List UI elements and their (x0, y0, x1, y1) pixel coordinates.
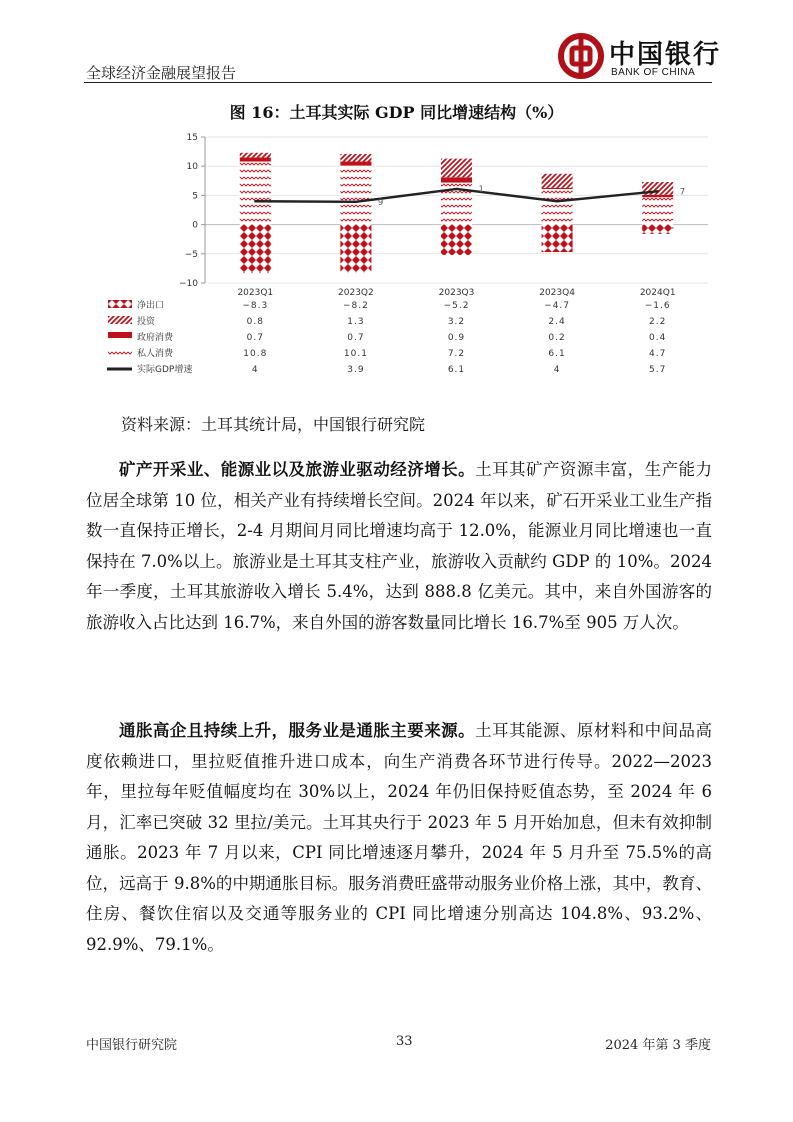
paragraph-2-lead: 通胀高企且持续上升，服务业是通胀主要来源。 (119, 721, 476, 740)
x-tick-label: 2023Q4 (539, 288, 575, 298)
bar-segment-净出口 (340, 225, 371, 273)
legend-swatch-净出口 (108, 300, 132, 308)
x-tick-label: 2023Q1 (237, 288, 274, 298)
table-cell: 4 (251, 365, 259, 375)
paragraph-2 (86, 716, 712, 960)
table-cell: 0.8 (246, 317, 264, 327)
bar-segment-政府消费 (240, 157, 271, 161)
legend-label: 投资 (137, 317, 156, 327)
y-tick-label: 15 (186, 133, 198, 143)
x-tick-label: 2023Q2 (338, 288, 374, 298)
gdp-structure-chart (0, 0, 793, 400)
x-tick-label: 2023Q3 (438, 288, 475, 298)
table-cell: 2.4 (548, 317, 566, 327)
table-cell: 4.7 (649, 349, 667, 359)
legend-swatch-投资 (108, 316, 132, 324)
bar-segment-私人消费 (542, 189, 573, 225)
y-tick-label: −5 (184, 249, 198, 260)
source-note: 资料来源：土耳其统计局，中国银行研究院 (121, 415, 426, 434)
footer-period: 2024 年第 3 季度 (605, 1038, 711, 1053)
paragraph-2-body: 土耳其能源、原材料和中间品高度依赖进口，里拉贬值推升进口成本，向生产消费各环节进行传导。2022—2023 年，里拉每年贬值幅度均在 30%以上，2024 年仍旧保持贬值态势，至 2024 年 6 月，汇率已突破 32 里拉/美元。土耳其央行于 2023 年 5 月开始加息，但未有效抑制通胀。2023 年 7 月以来，CPI 同比增速逐月攀升，2024 年 5 月升至 75.5%的高位，远高于 9.8%的中期通胀目标。服务消费旺盛带动服务业价格上涨，其中，教育、住房、餐饮住宿以及交通等服务业的 CPI 同比增速分别高达 104.8%、93.2%、92.9%、79.1%。 (86, 721, 713, 954)
logo-english-name: BANK OF CHINA (611, 67, 696, 78)
bar-segment-政府消费 (340, 162, 371, 166)
figure-title: 图 16：土耳其实际 GDP 同比增速结构（%） (229, 103, 564, 122)
table-cell: 2.2 (649, 317, 667, 327)
table-cell: 10.8 (243, 349, 268, 359)
legend-label: 净出口 (137, 301, 165, 311)
table-cell: 7.2 (447, 349, 466, 359)
chart-x-axis (237, 288, 675, 298)
table-cell: 10.1 (343, 349, 368, 359)
table-cell: 0.9 (447, 333, 466, 343)
legend-label: 政府消费 (137, 333, 174, 343)
table-cell: 0.7 (347, 333, 365, 343)
legend-label: 实际GDP增速 (137, 365, 193, 375)
gdp-point-label: 1 (478, 184, 484, 195)
chart-y-axis (179, 133, 205, 289)
table-cell: −5.2 (443, 301, 470, 311)
bar-segment-政府消费 (542, 188, 573, 189)
table-cell: 5.7 (649, 365, 667, 375)
bar-segment-政府消费 (441, 177, 472, 182)
x-tick-label: 2024Q1 (639, 288, 676, 298)
gdp-point (657, 190, 659, 192)
bar-segment-投资 (240, 153, 271, 158)
bar-segment-私人消费 (642, 197, 673, 224)
table-cell: −1.6 (644, 301, 671, 311)
bar-segment-净出口 (542, 225, 573, 252)
legend-label: 私人消费 (137, 349, 174, 359)
y-tick-label: 10 (186, 162, 198, 173)
paragraph-1-lead: 矿产开采业、能源业以及旅游业驱动经济增长。 (119, 460, 476, 479)
gdp-point (556, 200, 558, 202)
table-cell: 4 (553, 365, 561, 375)
chart-data-table (107, 299, 671, 375)
table-cell: 0.7 (246, 333, 264, 343)
logo-chinese-name: 中国银行 (609, 40, 722, 70)
chart-bars (240, 153, 673, 273)
table-cell: 6.1 (447, 365, 466, 375)
table-cell: 3.2 (447, 317, 466, 327)
paragraph-1 (86, 455, 712, 638)
table-cell: 0.2 (548, 333, 566, 343)
bar-segment-净出口 (441, 225, 472, 255)
gdp-point-label: 9 (377, 197, 384, 208)
table-cell: 6.1 (548, 349, 566, 359)
legend-swatch-私人消费 (108, 348, 132, 356)
y-tick-label: −10 (179, 279, 198, 289)
gdp-point (254, 200, 256, 202)
bar-segment-净出口 (642, 225, 673, 234)
report-title: 全球经济金融展望报告 (86, 64, 237, 82)
table-cell: −8.2 (342, 301, 369, 311)
bar-segment-政府消费 (642, 195, 673, 197)
bar-segment-投资 (441, 159, 472, 178)
footer-page-number: 33 (396, 1034, 413, 1049)
table-cell: 3.9 (347, 365, 365, 375)
bar-segment-投资 (340, 154, 371, 162)
bar-segment-私人消费 (340, 166, 371, 225)
y-tick-label: 5 (192, 191, 198, 202)
legend-swatch-政府消费 (108, 332, 132, 338)
table-cell: 0.4 (649, 333, 667, 343)
bar-segment-投资 (542, 174, 573, 188)
gdp-point-label: 7 (679, 187, 686, 198)
gdp-point (355, 201, 357, 203)
footer-org: 中国银行研究院 (86, 1038, 178, 1053)
bar-segment-净出口 (240, 225, 271, 273)
table-cell: 1.3 (347, 317, 365, 327)
y-tick-label: 0 (192, 220, 198, 231)
paragraph-1-body: 土耳其矿产资源丰富，生产能力位居全球第 10 位，相关产业有持续增长空间。2024 年以来，矿石开采业工业生产指数一直保持正增长，2-4 月期间月同比增速均高于 12.0%，能源业月同比增速也一直保持在 7.0%以上。旅游业是土耳其支柱产业，旅游收入贡献约 GDP 的 10%。2024 年一季度，土耳其旅游收入增长 5.4%，达到 888.8 亿美元。其中，来自外国游客的旅游收入占比达到 16.7%，来自外国的游客数量同比增长 16.7%至 905 万人次。 (86, 460, 713, 632)
bar-segment-私人消费 (240, 162, 271, 225)
table-cell: −8.3 (242, 301, 269, 311)
table-cell: −4.7 (544, 301, 571, 311)
gdp-point (455, 188, 457, 190)
